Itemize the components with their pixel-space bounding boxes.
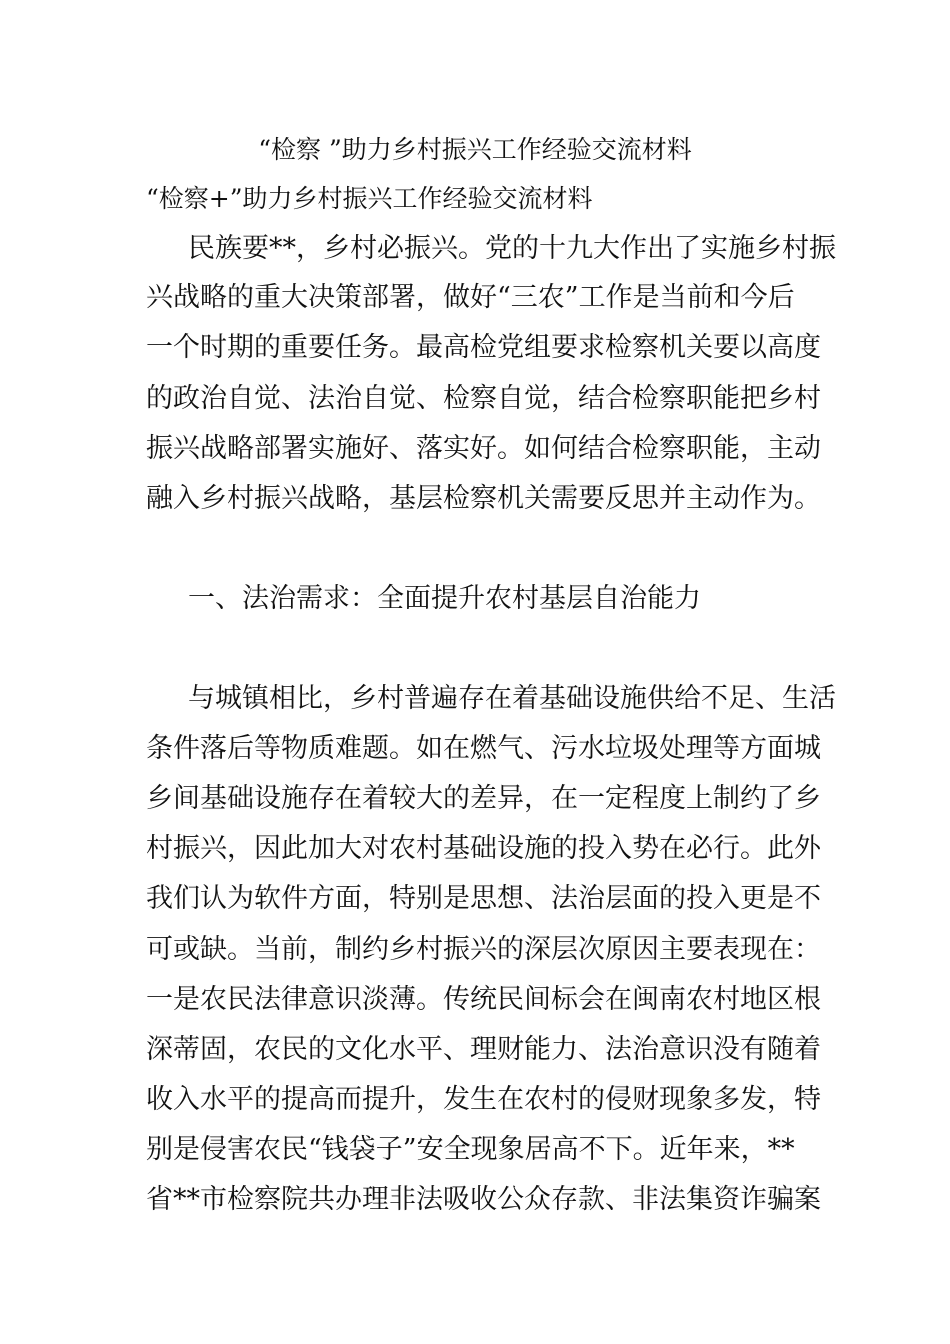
paragraph2-line: 省**市检察院共办理非法吸收公众存款、非法集资诈骗案 [146, 1184, 821, 1215]
paragraph1-line: 兴战略的重大决策部署，做好“三农”工作是当前和今后 [146, 282, 795, 313]
paragraph1-line: 融入乡村振兴战略，基层检察机关需要反思并主动作为。 [146, 483, 821, 514]
paragraph2-line: 收入水平的提高而提升，发生在农村的侵财现象多发，特 [146, 1084, 821, 1115]
paragraph2-line: 乡间基础设施存在着较大的差异，在一定程度上制约了乡 [146, 783, 821, 814]
paragraph2-line: 条件落后等物质难题。如在燃气、污水垃圾处理等方面城 [146, 733, 821, 764]
paragraph1-line: 的政治自觉、法治自觉、检察自觉，结合检察职能把乡村 [146, 383, 821, 414]
paragraph2-line: 可或缺。当前，制约乡村振兴的深层次原因主要表现在： [146, 934, 821, 965]
paragraph2-line: 一是农民法律意识淡薄。传统民间标会在闽南农村地区根 [146, 984, 821, 1015]
paragraph2-line: 深蒂固，农民的文化水平、理财能力、法治意识没有随着 [146, 1034, 821, 1065]
section-heading: 一、法治需求：全面提升农村基层自治能力 [188, 583, 701, 614]
paragraph2-line: 我们认为软件方面，特别是思想、法治层面的投入更是不 [146, 883, 821, 914]
paragraph2-line: 别是侵害农民“钱袋子”安全现象居高不下。近年来，** [146, 1134, 795, 1165]
paragraph1-line: 一个时期的重要任务。最高检党组要求检察机关要以高度 [146, 332, 821, 363]
paragraph2-line: 村振兴，因此加大对农村基础设施的投入势在必行。此外 [146, 833, 821, 864]
document-title-full: “检察+”助力乡村振兴工作经验交流材料 [146, 184, 593, 213]
paragraph1-line: 民族要**，乡村必振兴。党的十九大作出了实施乡村振 [188, 233, 836, 264]
paragraph2-line: 与城镇相比，乡村普遍存在着基础设施供给不足、生活 [188, 683, 836, 714]
document-title-centered: “检察 ”助力乡村振兴工作经验交流材料 [258, 135, 692, 164]
paragraph1-line: 振兴战略部署实施好、落实好。如何结合检察职能，主动 [146, 433, 821, 464]
